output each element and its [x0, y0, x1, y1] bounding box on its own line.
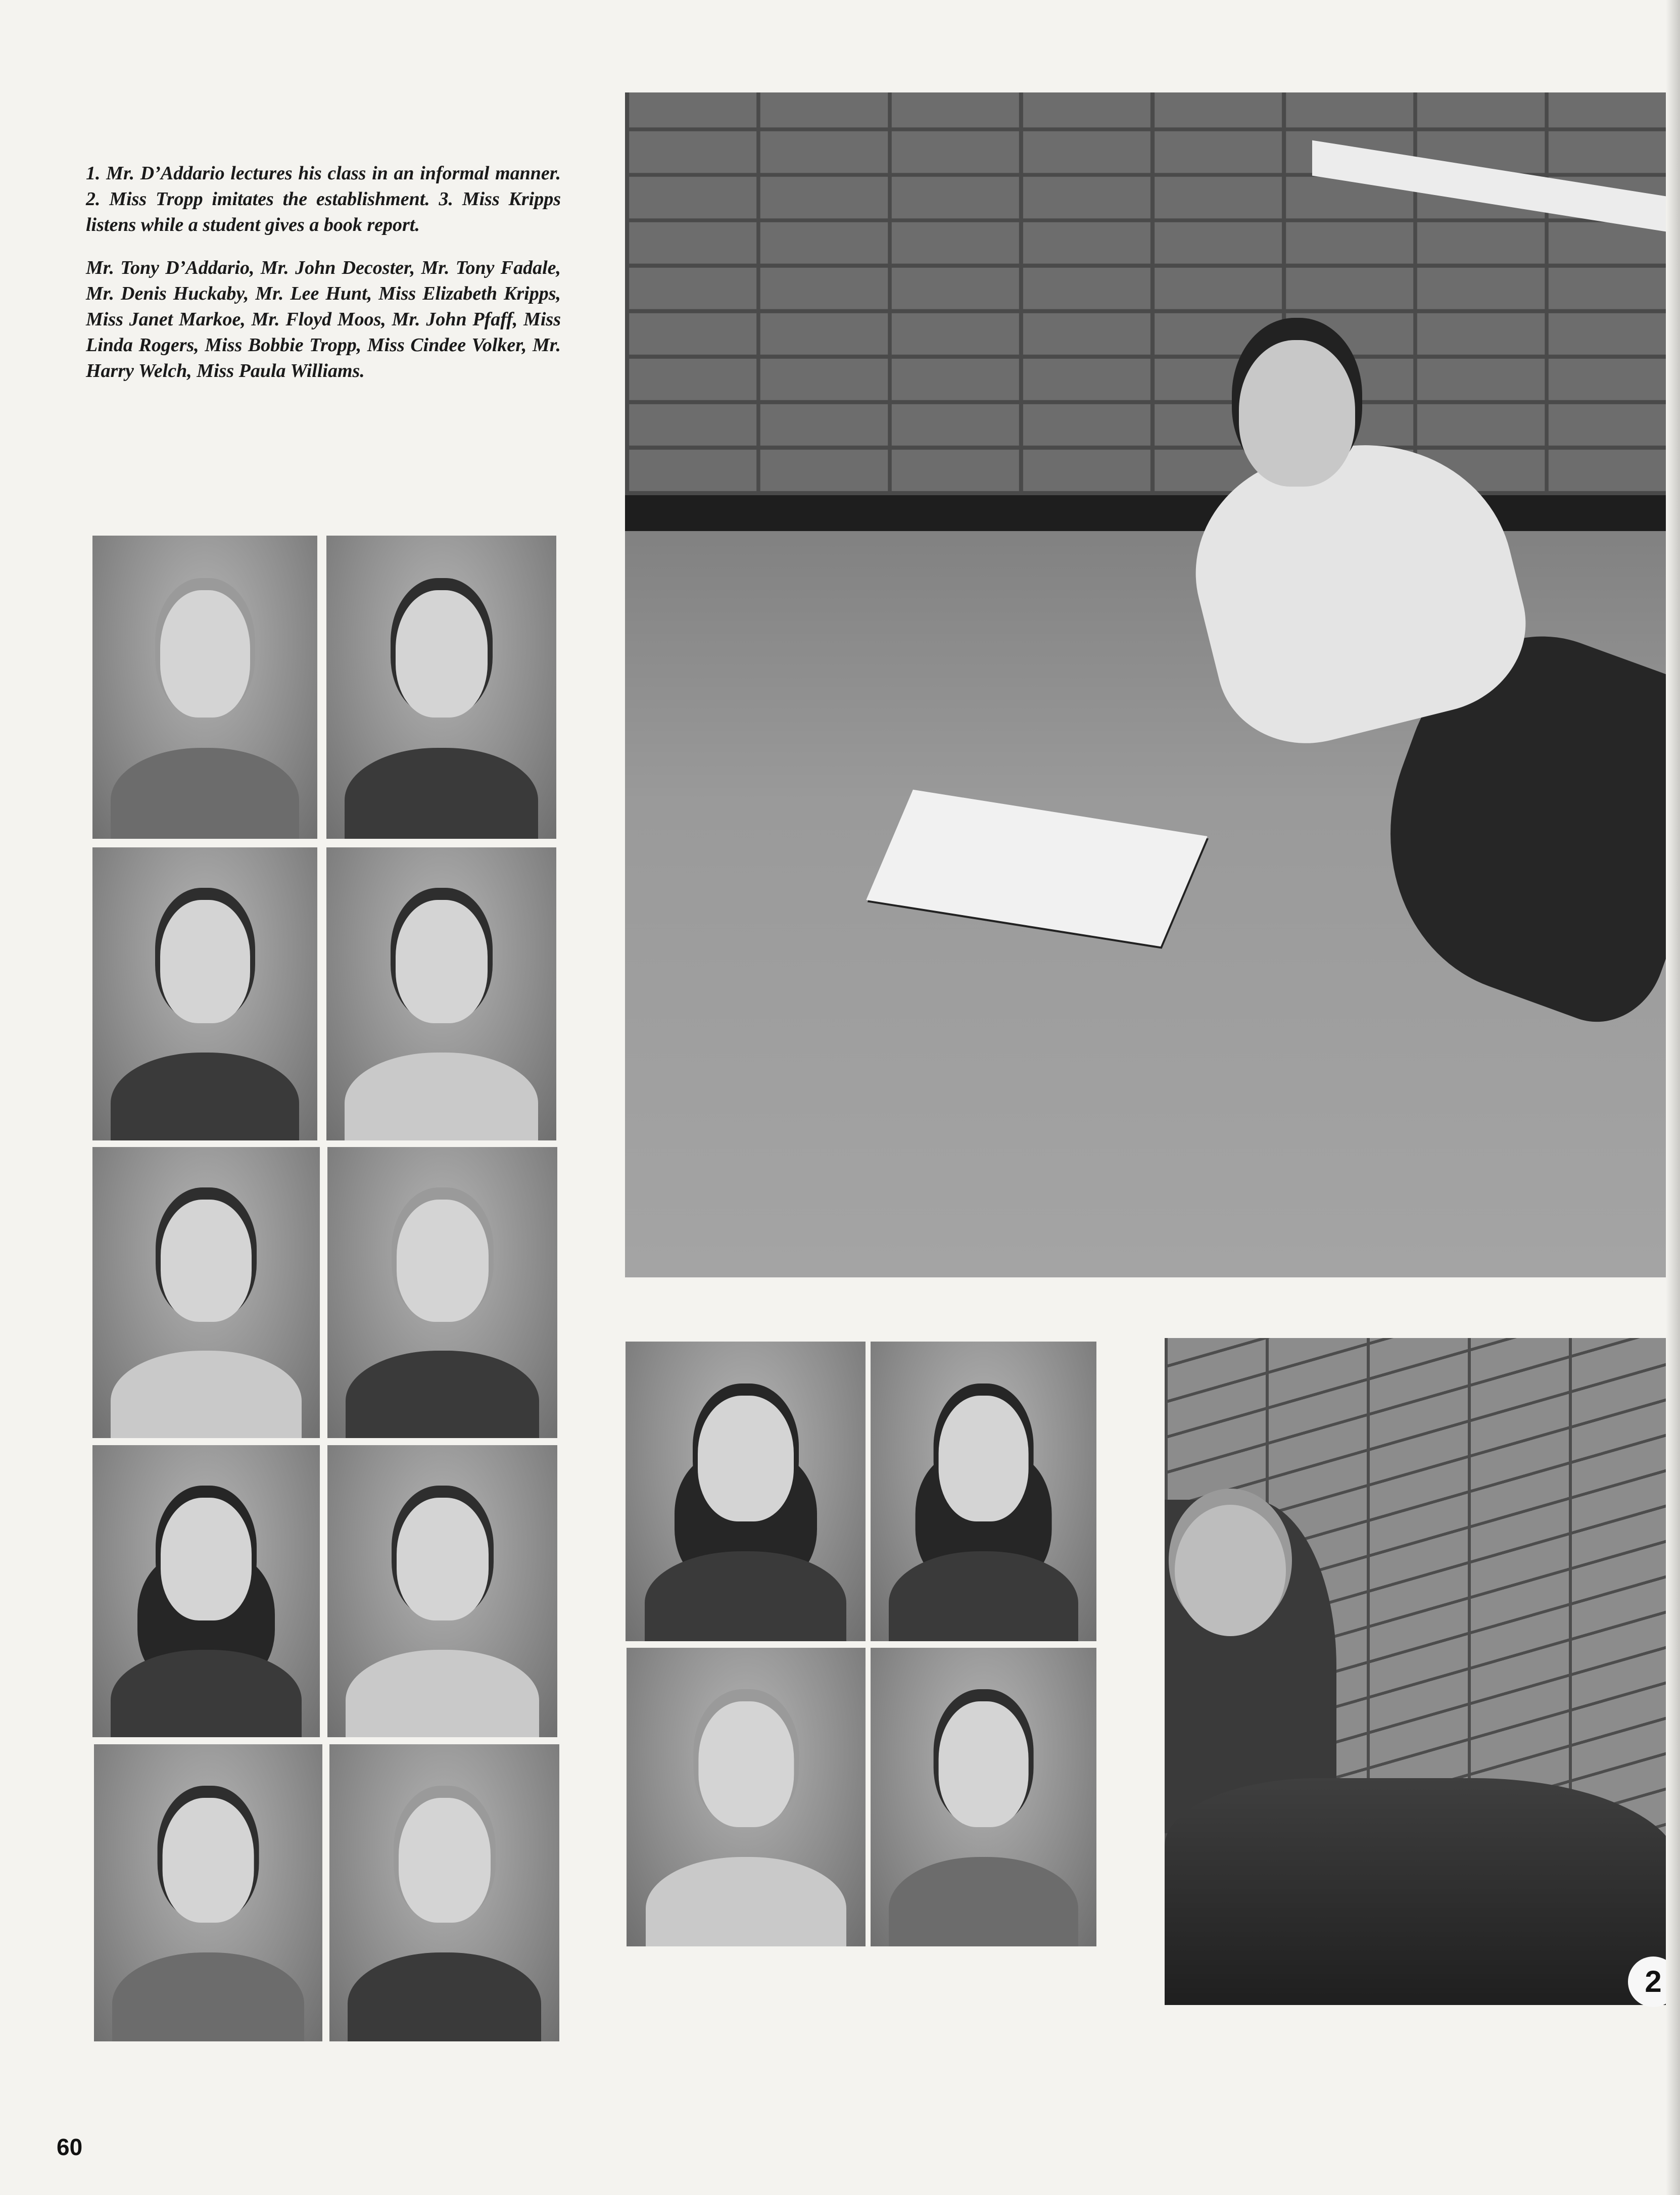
- portrait-body: [346, 1351, 539, 1438]
- portrait-head: [399, 1798, 491, 1923]
- portrait-photo: [627, 1648, 866, 1946]
- portrait-head: [160, 900, 250, 1023]
- portrait-photo: [871, 1342, 1096, 1641]
- portrait-body: [111, 748, 300, 839]
- portrait-head: [698, 1701, 794, 1827]
- portrait-head: [396, 900, 488, 1023]
- portrait-head: [698, 1396, 794, 1521]
- students-group: [1165, 1778, 1680, 2005]
- portrait-body: [346, 1650, 539, 1737]
- page-number: 60: [57, 2134, 83, 2160]
- portrait-photo: [327, 1445, 557, 1737]
- portrait-photo: [92, 1147, 320, 1438]
- portrait-body: [889, 1551, 1079, 1641]
- portrait-head: [161, 1200, 252, 1322]
- portrait-photo: [327, 1147, 557, 1438]
- portrait-body: [889, 1857, 1079, 1946]
- portrait-photo: [94, 1744, 322, 2041]
- portrait-head: [397, 1200, 489, 1322]
- binding-shadow: [1666, 0, 1680, 2195]
- portrait-head: [160, 590, 250, 718]
- portrait-photo: [92, 1445, 320, 1737]
- portrait-head: [938, 1396, 1029, 1521]
- portrait-head: [397, 1498, 489, 1620]
- portrait-body: [112, 1952, 304, 2041]
- portrait-body: [345, 748, 538, 839]
- portrait-body: [645, 1551, 846, 1641]
- portrait-head: [161, 1498, 252, 1620]
- portrait-body: [111, 1351, 302, 1438]
- portrait-photo: [326, 536, 556, 839]
- faculty-names: Mr. Tony D’Addario, Mr. John Decoster, Mr. Tony Fadale, Mr. Denis Huckaby, Mr. Lee Hunt, Miss Elizabeth Kripps, Miss Janet Markoe, Mr. Floyd Moos, Mr. John Pfaff, Miss Linda Rogers, Miss Bobbie Tropp, Miss Cindee Volker, Mr. Harry Welch, Miss Paula Williams.: [86, 257, 561, 381]
- portrait-photo: [326, 847, 556, 1140]
- portrait-photo: [626, 1342, 866, 1641]
- classroom-photo: [1165, 1338, 1680, 2005]
- caption-block: [86, 161, 561, 401]
- portrait-body: [111, 1650, 302, 1737]
- portrait-head: [396, 590, 488, 718]
- photo-captions: 1. Mr. D’Addario lectures his class in an informal manner. 2. Miss Tropp imitates the establishment. 3. Miss Kripps listens while a student gives a book report.: [86, 163, 561, 235]
- portrait-body: [646, 1857, 846, 1946]
- portrait-body: [348, 1952, 541, 2041]
- photo-number-badge: 2: [1628, 1957, 1678, 2007]
- baseboard: [625, 495, 1680, 531]
- portrait-body: [345, 1053, 538, 1140]
- portrait-body: [111, 1053, 300, 1140]
- portrait-photo: [92, 847, 317, 1140]
- teacher-head: [1239, 340, 1355, 487]
- portrait-photo: [871, 1648, 1096, 1946]
- brick-wall: [625, 92, 1680, 495]
- portrait-photo: [92, 536, 317, 839]
- notebook: [866, 790, 1207, 946]
- main-photo-teacher-on-floor: [625, 92, 1680, 1277]
- portrait-head: [163, 1798, 254, 1923]
- teacher-head: [1175, 1505, 1286, 1636]
- portrait-photo: [329, 1744, 559, 2041]
- portrait-head: [938, 1701, 1029, 1827]
